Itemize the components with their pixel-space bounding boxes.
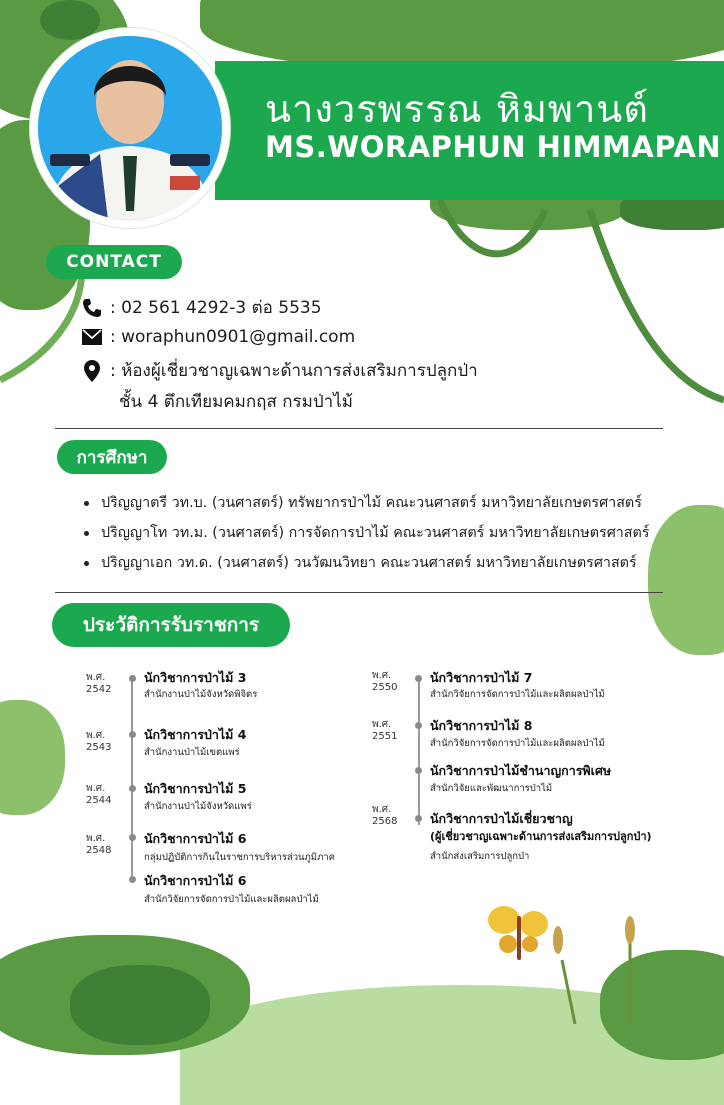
career-year: พ.ศ. 2568	[372, 804, 398, 827]
career-position: นักวิชาการป่าไม้ 7	[430, 670, 533, 685]
career-position: นักวิชาการป่าไม้ 8	[430, 718, 533, 733]
career-year: พ.ศ. 2551	[372, 719, 398, 742]
career-org: สำนักส่งเสริมการปลูกป่า	[430, 851, 530, 862]
education-item: ปริญญาโท วท.ม. (วนศาสตร์) การจัดการป่าไม้ คณะวนศาสตร์ มหาวิทยาลัยเกษตรศาสตร์	[84, 522, 650, 544]
career-org: สำนักวิจัยการจัดการป่าไม้และผลิตผลป่าไม้	[144, 894, 319, 905]
contact-phone	[80, 294, 322, 321]
career-org: สำนักวิจัยการจัดการป่าไม้และผลิตผลป่าไม้	[430, 738, 605, 749]
career-position: นักวิชาการป่าไม้ 5	[144, 781, 247, 796]
career-org: กลุ่มปฏิบัติการกินในราชการบริหารส่วนภูมิภาค	[144, 852, 336, 863]
timeline-dot	[129, 785, 136, 792]
contact-email	[80, 326, 355, 348]
education-heading: การศึกษา	[57, 440, 167, 474]
divider	[55, 592, 663, 593]
education-item: ปริญญาเอก วท.ด. (วนศาสตร์) วนวัฒนวิทยา คณะวนศาสตร์ มหาวิทยาลัยเกษตรศาสตร์	[84, 552, 637, 574]
career-org: สำนักงานป่าไม้เขตแพร่	[144, 747, 240, 758]
education-item: ปริญญาตรี วท.บ. (วนศาสตร์) ทรัพยากรป่าไม้ คณะวนศาสตร์ มหาวิทยาลัยเกษตรศาสตร์	[84, 492, 642, 514]
career-position: นักวิชาการป่าไม้ 3	[144, 670, 247, 685]
divider	[55, 428, 663, 429]
career-position: นักวิชาการป่าไม้ชำนาญการพิเศษ	[430, 763, 612, 778]
timeline-dot	[415, 675, 422, 682]
career-position: นักวิชาการป่าไม้ 6	[144, 831, 247, 846]
name-thai: นางวรพรรณ หิมพานต์	[265, 87, 649, 131]
career-position: นักวิชาการป่าไม้ 4	[144, 727, 247, 742]
address-line-2: ชั้น 4 ตึกเทียมคมกฤส กรมป่าไม้	[119, 392, 353, 412]
timeline-dot	[415, 722, 422, 729]
career-org: สำนักงานป่าไม้จังหวัดแพร่	[144, 801, 252, 812]
career-year: พ.ศ. 2543	[86, 730, 112, 753]
timeline-line	[131, 680, 133, 880]
butterfly-icon	[486, 902, 552, 964]
bullet	[84, 531, 89, 536]
career-year: พ.ศ. 2544	[86, 783, 112, 806]
timeline-dot	[129, 731, 136, 738]
timeline-dot	[129, 675, 136, 682]
address-line-1: : ห้องผู้เชี่ยวชาญเฉพาะด้านการส่งเสริมการปลูกป่า	[110, 361, 478, 381]
bullet	[84, 561, 89, 566]
career-position: นักวิชาการป่าไม้เชี่ยวชาญ	[430, 811, 573, 826]
timeline-dot	[129, 834, 136, 841]
profile-photo	[38, 36, 222, 220]
phone-text: : 02 561 4292-3 ต่อ 5535	[110, 298, 322, 318]
contact-heading: CONTACT	[46, 245, 182, 279]
timeline-dot	[415, 767, 422, 774]
career-year: พ.ศ. 2542	[86, 672, 112, 695]
contact-address	[80, 357, 478, 384]
career-position-detail: (ผู้เชี่ยวชาญเฉพาะด้านการส่งเสริมการปลูกป่า)	[430, 830, 652, 843]
timeline-dot	[129, 876, 136, 883]
mail-icon	[80, 326, 104, 348]
career-org: สำนักวิจัยการจัดการป่าไม้และผลิตผลป่าไม้	[430, 689, 605, 700]
timeline-line	[418, 680, 420, 825]
phone-icon	[80, 297, 104, 319]
career-heading: ประวัติการรับราชการ	[52, 603, 290, 647]
career-year: พ.ศ. 2548	[86, 833, 112, 856]
career-org: สำนักงานป่าไม้จังหวัดพิจิตร	[144, 689, 258, 700]
career-org: สำนักวิจัยและพัฒนาการป่าไม้	[430, 783, 553, 794]
location-pin-icon	[80, 360, 104, 382]
career-year: พ.ศ. 2550	[372, 670, 398, 693]
bullet	[84, 501, 89, 506]
timeline-dot	[415, 815, 422, 822]
career-position: นักวิชาการป่าไม้ 6	[144, 873, 247, 888]
name-english: MS.WORAPHUN HIMMAPAN	[265, 130, 722, 164]
email-text: : woraphun0901@gmail.com	[110, 327, 356, 347]
